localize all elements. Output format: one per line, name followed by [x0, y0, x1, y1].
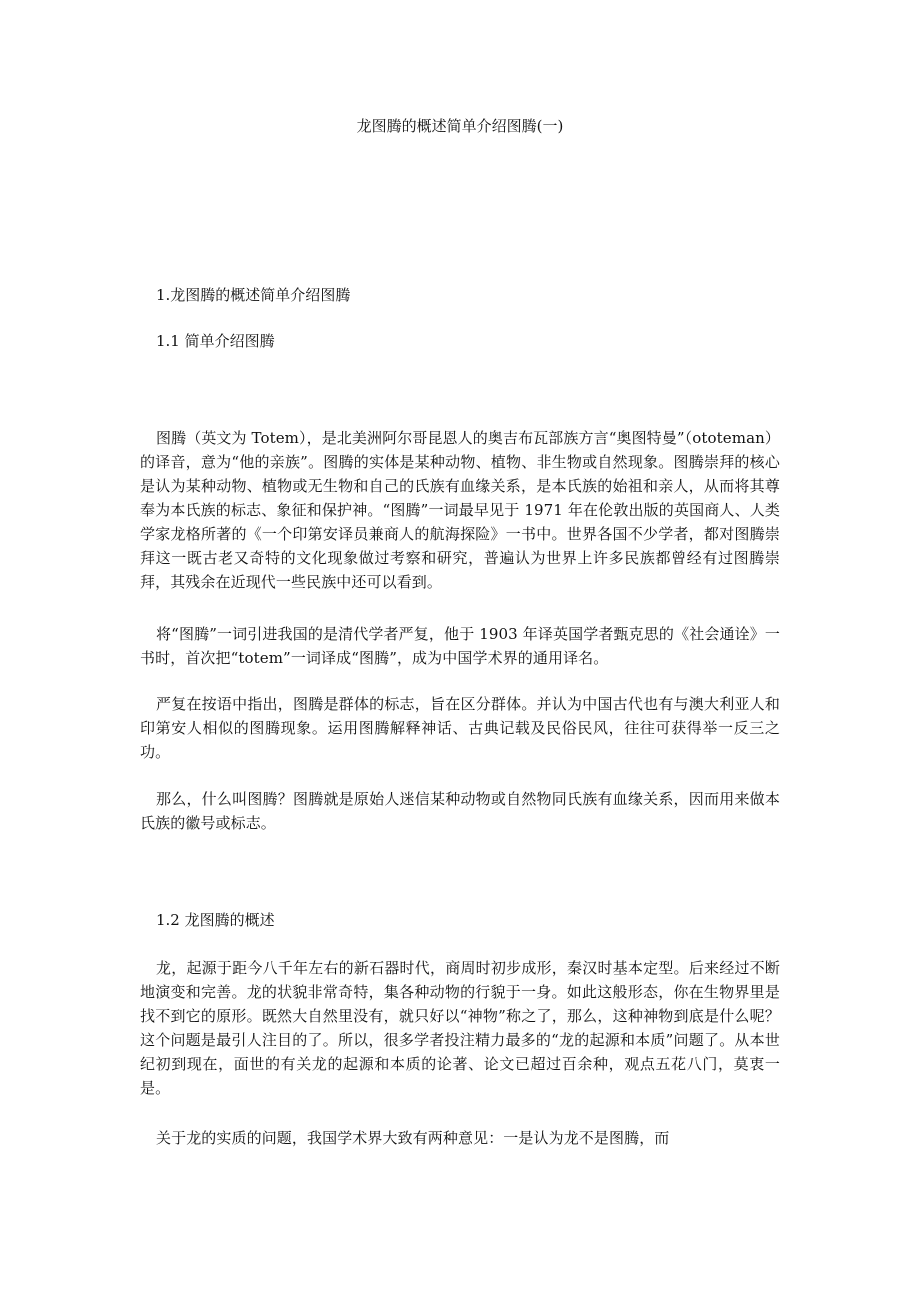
paragraph-yan-fu-translation: 将“图腾”一词引进我国的是清代学者严复，他于 1903 年译英国学者甄克思的《社会通诠》一书时，首次把“totem”一词译成“图腾”，成为中国学术界的通用译名。: [140, 625, 780, 667]
document-title: 龙图腾的概述简单介绍图腾(一): [356, 117, 564, 135]
paragraph-dragon-essence: 关于龙的实质的问题，我国学术界大致有两种意见：一是认为龙不是图腾，而: [156, 1129, 670, 1147]
paragraph-yan-fu-notes: 严复在按语中指出，图腾是群体的标志，旨在区分群体。并认为中国古代也有与澳大利亚人和印第安人相似的图腾现象。运用图腾解释神话、古典记载及民俗民风，往往可获得举一反三之功。: [140, 695, 780, 761]
section-heading-1-1: 1.1 简单介绍图腾: [156, 332, 275, 350]
section-heading-1: 1.龙图腾的概述简单介绍图腾: [156, 286, 351, 304]
section-heading-1-2: 1.2 龙图腾的概述: [156, 911, 275, 929]
paragraph-totem-definition: 图腾（英文为 Totem），是北美洲阿尔哥昆恩人的奥吉布瓦部族方言“奥图特曼”（ototeman）的译音，意为“他的亲族”。图腾的实体是某种动物、植物、非生物或自然现象。图腾崇拜的核心是认为某种动物、植物或无生物和自己的氏族有血缘关系，是本氏族的始祖和亲人，从而将其尊奉为本氏族的标志、象征和保护神。“图腾”一词最早见于 1971 年在伦敦出版的英国商人、人类学家龙格所著的《一个印第安译员兼商人的航海探险》一书中。世界各国不少学者，都对图腾崇拜这一既古老又奇特的文化现象做过考察和研究，普遍认为世界上许多民族都曾经有过图腾崇拜，其残余在近现代一些民族中还可以看到。: [140, 429, 780, 591]
paragraph-what-is-totem: 那么，什么叫图腾？图腾就是原始人迷信某种动物或自然物同氏族有血缘关系，因而用来做本氏族的徽号或标志。: [140, 790, 780, 832]
paragraph-dragon-origin: 龙，起源于距今八千年左右的新石器时代，商周时初步成形，秦汉时基本定型。后来经过不断地演变和完善。龙的状貌非常奇特，集各种动物的行貌于一身。如此这般形态，你在生物界里是找不到它的原形。既然大自然里没有，就只好以“神物”称之了，那么，这种神物到底是什么呢？这个问题是最引人注目的了。所以，很多学者投注精力最多的“龙的起源和本质”问题了。从本世纪初到现在，面世的有关龙的起源和本质的论著、论文已超过百余种，观点五花八门，莫衷一是。: [140, 959, 780, 1097]
